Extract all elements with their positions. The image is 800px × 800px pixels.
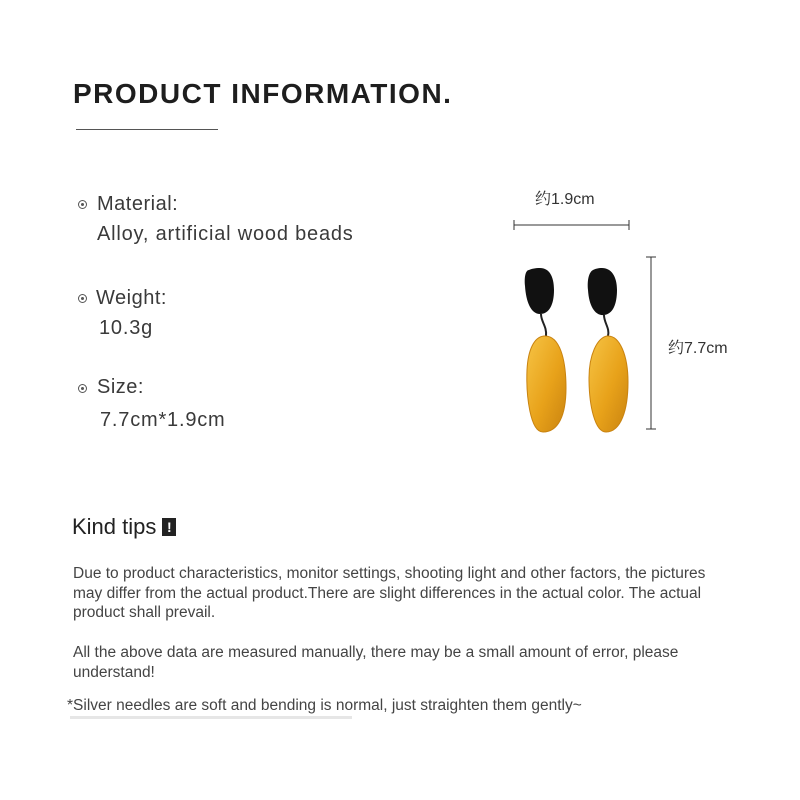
left-drop xyxy=(527,336,566,432)
kind-tips-title: Kind tips xyxy=(72,514,157,539)
right-drop xyxy=(589,336,628,432)
page-title: PRODUCT INFORMATION. xyxy=(73,78,453,109)
left-stud xyxy=(525,268,554,314)
right-stud xyxy=(588,268,617,315)
left-hook xyxy=(541,314,546,336)
silver-needle-note: *Silver needles are soft and bending is normal, just straighten them gently~ xyxy=(67,697,582,714)
width-dimension-line xyxy=(514,220,629,230)
note-highlight xyxy=(70,716,352,719)
right-earring xyxy=(588,268,628,432)
weight-value: 10.3g xyxy=(99,317,154,339)
weight-label: Weight: xyxy=(96,287,167,309)
height-dimension-line xyxy=(646,257,656,429)
tips-paragraph-color: Due to product characteristics, monitor settings, shooting light and other factors, the pictures may differ from the actual product.There are slight differences in the actual color. The actual product shall prevail. xyxy=(73,565,706,621)
material-label: Material: xyxy=(97,193,179,215)
exclamation-icon: ! xyxy=(162,518,176,536)
right-hook xyxy=(604,315,608,336)
size-label: Size: xyxy=(97,376,144,398)
material-bullet-icon xyxy=(78,200,87,209)
size-value: 7.7cm*1.9cm xyxy=(100,409,226,431)
material-value: Alloy, artificial wood beads xyxy=(97,223,354,245)
kind-tips-heading xyxy=(72,514,176,540)
height-dimension-label: 约7.7cm xyxy=(668,340,728,357)
left-earring xyxy=(525,268,566,432)
size-bullet-icon xyxy=(78,384,87,393)
weight-bullet-icon xyxy=(78,294,87,303)
tips-paragraph-measure: All the above data are measured manually, there may be a small amount of error, please understand! xyxy=(73,644,679,681)
earrings-illustration xyxy=(500,210,670,440)
title-underline xyxy=(76,129,218,130)
width-dimension-label: 约1.9cm xyxy=(535,191,595,208)
